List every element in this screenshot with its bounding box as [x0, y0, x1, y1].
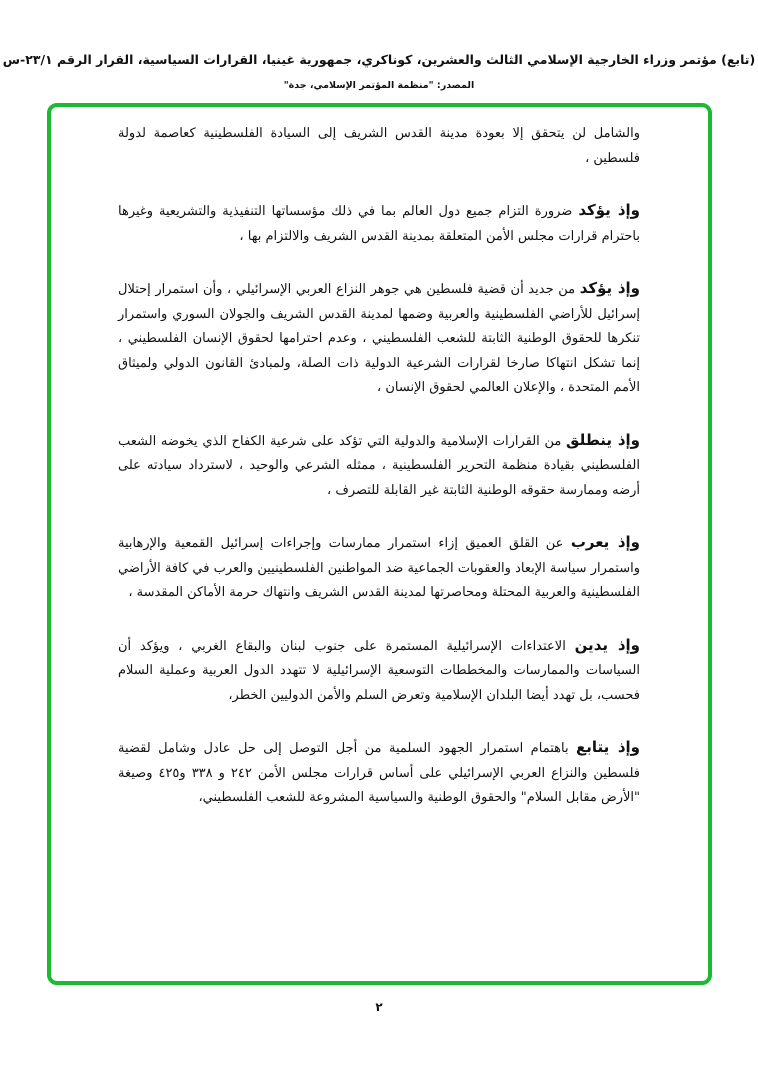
paragraph-proceeding — [118, 428, 640, 504]
paragraph-lead: وإذ يعرب — [570, 533, 640, 551]
paragraph-text: الاعتداءات الإسرائيلية المستمرة على جنوب لبنان والبقاع الغربي ، ويؤكد أن السياسات والممارسات والمخططات التوسعية الإسرائيلية لا تتهدد الدول العربية وعملية السلام فحسب، بل تهدد أيضا البلدان الإسلامية وتعرض السلم والأمن الدوليين الخطر، — [118, 638, 640, 703]
paragraph-follows-up — [118, 735, 640, 811]
paragraph-lead: وإذ ينطلق — [566, 430, 641, 449]
paragraph-text: من القرارات الإسلامية والدولية التي تؤكد على شرعية الكفاح الذي يخوضه الشعب الفلسطيني بقيادة منظمة التحرير الفلسطينية ، ممثله الشرعي والوحيد ، لاسترداد سيادته على أرضه وممارسة حقوقه الوطنية الثابتة غير القابلة للتصرف ، — [118, 433, 640, 498]
resolution-body — [118, 120, 640, 838]
paragraph-lead: وإذ يؤكد — [579, 279, 640, 297]
document-header-title: (تابع) مؤتمر وزراء الخارجية الإسلامي الثالث والعشرين، كوناكري، جمهورية غينيا، القرارات السياسية، القرار الرقم ٢٣/١-س — [2, 52, 756, 67]
paragraph-affirms-obligation — [118, 198, 640, 249]
paragraph-lead: وإذ يؤكد — [578, 201, 640, 219]
page-number: ٢ — [375, 1000, 383, 1014]
paragraph-lead: وإذ يتابع — [576, 738, 641, 756]
document-source-line: المصدر: "منظمة المؤتمر الإسلامي، جدة" — [283, 80, 475, 91]
paragraph-reaffirms-core-issue — [118, 276, 640, 401]
paragraph-expresses-concern — [118, 530, 640, 606]
paragraph-condemns — [118, 633, 640, 709]
paragraph-text: عن القلق العميق إزاء استمرار ممارسات وإجراءات إسرائيل القمعية والإرهابية واستمرار سياسة الإبعاد والعقوبات الجماعية ضد المواطنين الفلسطينيين والعرب في كافة الأراضي الفلسطينية والعربية المحتلة ومحاصرتها لمدينة القدس الشريف وانتهاك حرمة الأماكن المقدسة ، — [118, 536, 640, 600]
paragraph-lead: وإذ يدين — [574, 635, 640, 654]
paragraph-text: باهتمام استمرار الجهود السلمية من أجل التوصل إلى حل عادل وشامل لقضية فلسطين والنزاع العربي الإسرائيلي على أساس قرارات مجلس الأمن ٢٤٢ و ٣٣٨ و٤٢٥ وصيغة "الأرض مقابل السلام" والحقوق الوطنية والسياسية المشروعة للشعب الفلسطيني، — [118, 741, 640, 805]
paragraph-text: ضرورة التزام جميع دول العالم بما في ذلك مؤسساتها التنفيذية والتشريعية وغيرها باحترام قرارات مجلس الأمن المتعلقة بمدينة القدس الشريف والالتزام بها ، — [118, 204, 640, 244]
paragraph-text: من جديد أن قضية فلسطين هي جوهر النزاع العربي الإسرائيلي ، وأن استمرار إحتلال إسرائيل للأراضي الفلسطينية والعربية وضمها لمدينة القدس الشريف والجولان السوري واستمرار تنكرها للحقوق الوطنية الثابتة للشعب الفلسطيني ، وعدم احترامها لحقوق الإنسان الفلسطيني ، إنما تشكل انتهاكا صارخا لقرارات الشرعية الدولية ذات الصلة، ولمبادئ القانون الدولي ولميثاق الأمم المتحدة ، والإعلان العالمي لحقوق الإنسان ، — [118, 282, 640, 395]
paragraph-continuation — [118, 120, 640, 171]
paragraph-text: والشامل لن يتحقق إلا بعودة مدينة القدس الشريف إلى السيادة الفلسطينية كعاصمة لدولة فلسطين ، — [118, 126, 640, 166]
